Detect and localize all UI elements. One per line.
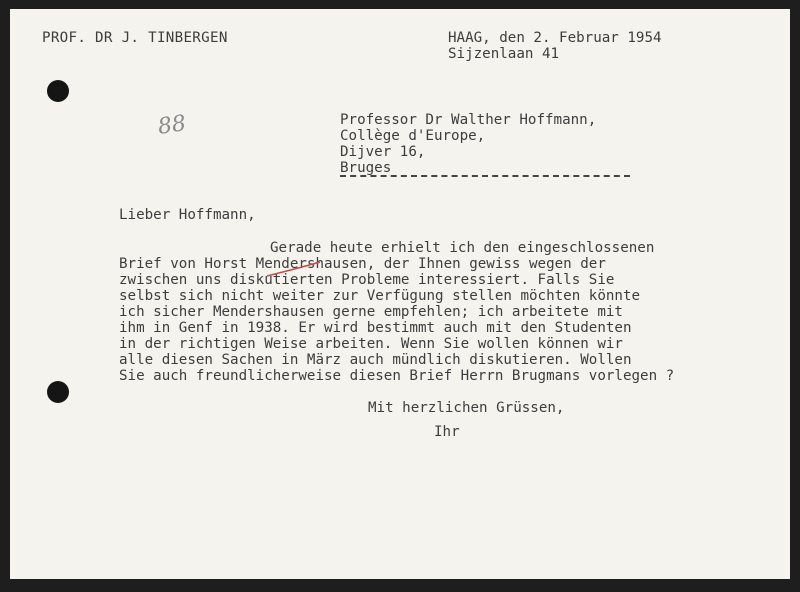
recipient-underline xyxy=(340,175,630,177)
place-date: HAAG, den 2. Februar 1954 xyxy=(448,30,662,46)
recipient-line-3: Dijver 16, xyxy=(340,144,426,160)
body-line-1: Gerade heute erhielt ich den eingeschlossenen xyxy=(270,240,655,256)
body-line-6: ihm in Genf in 1938. Er wird bestimmt auch mit den Studenten xyxy=(119,320,632,336)
body-line-7: in der richtigen Weise arbeiten. Wenn Sie wollen können wir xyxy=(119,336,623,352)
sender-address: Sijzenlaan 41 xyxy=(448,46,560,62)
pencil-note: 88 xyxy=(156,111,188,140)
body-line-2: Brief von Horst Mendershausen, der Ihnen gewiss wegen der xyxy=(119,256,606,272)
recipient-line-2: Collège d'Europe, xyxy=(340,128,486,144)
punch-hole-top xyxy=(47,80,69,102)
sender-name: PROF. DR J. TINBERGEN xyxy=(42,30,228,46)
red-correction-mark xyxy=(265,258,325,282)
salutation: Lieber Hoffmann, xyxy=(119,207,256,223)
body-line-4: selbst sich nicht weiter zur Verfügung stellen möchten könnte xyxy=(119,288,641,304)
body-line-8: alle diesen Sachen in März auch mündlich diskutieren. Wollen xyxy=(119,352,632,368)
body-line-3: zwischen uns diskutierten Probleme interessiert. Falls Sie xyxy=(119,272,615,288)
letter-page xyxy=(10,9,790,579)
signature: Ihr xyxy=(434,424,460,440)
body-line-5: ich sicher Mendershausen gerne empfehlen; ich arbeitete mit xyxy=(119,304,623,320)
closing: Mit herzlichen Grüssen, xyxy=(368,400,565,416)
punch-hole-bottom xyxy=(47,381,69,403)
body-line-9: Sie auch freundlicherweise diesen Brief Herrn Brugmans vorlegen ? xyxy=(119,368,675,384)
recipient-line-1: Professor Dr Walther Hoffmann, xyxy=(340,112,597,128)
recipient-line-4: Bruges xyxy=(340,160,392,176)
